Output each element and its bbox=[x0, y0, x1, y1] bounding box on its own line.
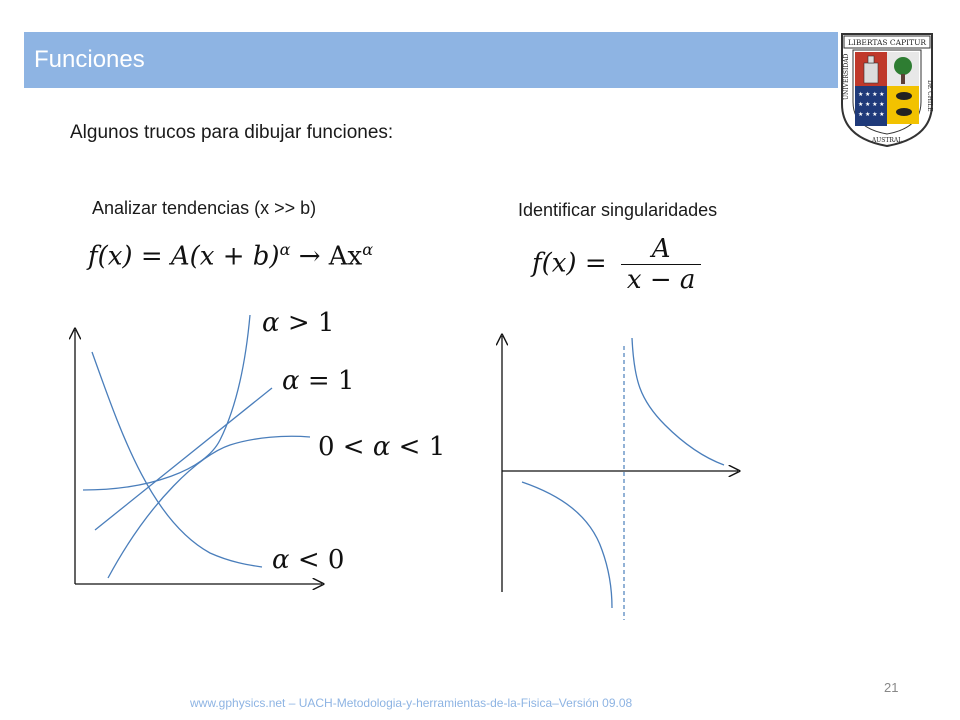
left-curves bbox=[83, 315, 310, 578]
power-law-formula: $f(x) = A(x + b)^\alpha \to Ax^\alpha$ bbox=[88, 240, 374, 272]
footer-link[interactable]: www.gphysics.net – UACH-Metodologia-y-herramientas-de-la-Fisica–Versión 09.08 bbox=[190, 696, 633, 710]
tendencias-heading: Analizar tendencias (x >> b) bbox=[92, 198, 317, 218]
seal-banner: LIBERTAS CAPITUR bbox=[847, 38, 927, 47]
hyperbola-right-branch bbox=[632, 338, 724, 465]
label-alpha-lt-0: α < 0 bbox=[272, 545, 345, 575]
label-alpha-gt-1: α > 1 bbox=[262, 308, 335, 338]
svg-text:★ ★ ★ ★: ★ ★ ★ ★ bbox=[858, 92, 885, 98]
label-alpha-eq-1: α = 1 bbox=[282, 366, 355, 396]
slide-title: Funciones bbox=[34, 46, 145, 73]
seal-ring-right: DE CHILE bbox=[926, 80, 933, 112]
formula-fraction: $\frac{A}{x - a}$ bbox=[621, 234, 701, 295]
label-alpha-between: 0 < α < 1 bbox=[318, 432, 446, 462]
seal-ring-bottom: AUSTRAL bbox=[871, 137, 903, 144]
page-number: 21 bbox=[884, 680, 899, 695]
curve-alpha-lt-0 bbox=[92, 352, 262, 567]
singularity-formula: f(x) = $\frac{A}{x - a}$ bbox=[532, 234, 701, 295]
curve-alpha-gt-1 bbox=[83, 315, 250, 490]
right-curves bbox=[522, 338, 724, 608]
seal-ring-left: UNIVERSIDAD bbox=[843, 53, 850, 100]
svg-text:★ ★ ★ ★: ★ ★ ★ ★ bbox=[858, 112, 885, 118]
svg-text:★ ★ ★ ★: ★ ★ ★ ★ bbox=[858, 102, 885, 108]
singularidades-heading: Identificar singularidades bbox=[518, 200, 718, 220]
slide-subtitle: Algunos trucos para dibujar funciones: bbox=[70, 122, 394, 143]
hyperbola-left-branch bbox=[522, 482, 612, 608]
curve-alpha-eq-1 bbox=[95, 388, 272, 530]
